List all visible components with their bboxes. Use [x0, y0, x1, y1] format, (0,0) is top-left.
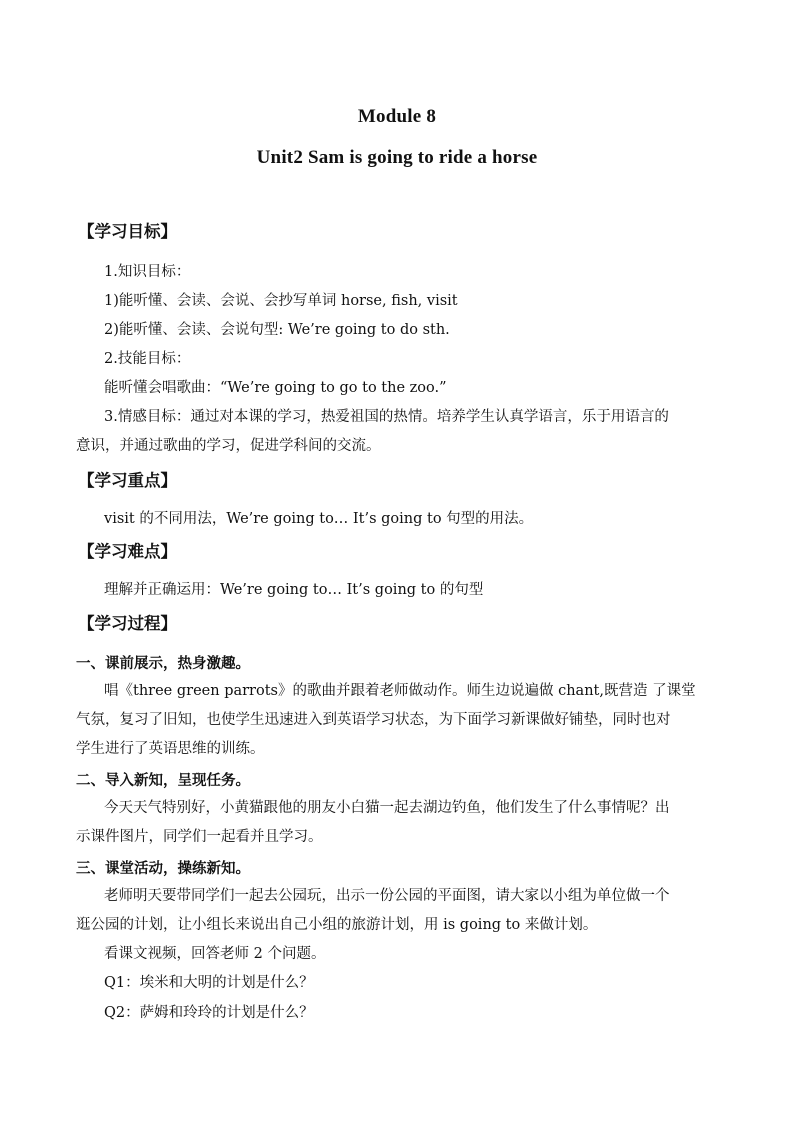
- key-points-text: visit 的不同用法，We’re going to… It’s going to 句型的用法。: [104, 511, 534, 527]
- objectives-line: 2)能听懂、会读、会说句型: We’re going to do sth.: [104, 322, 450, 338]
- objectives-line: 3.情感目标：通过对本课的学习，热爱祖国的热情。培养学生认真学语言，乐于用语言的: [104, 409, 669, 425]
- section-line: 老师明天要带同学们一起去公园玩，出示一份公园的平面图，请大家以小组为单位做一个: [104, 888, 670, 904]
- key-points-heading: 【学习重点】: [78, 471, 177, 490]
- section-title: 三、课堂活动，操练新知。: [76, 861, 250, 877]
- section-line: Q2：萨姆和玲玲的计划是什么？: [104, 1005, 314, 1021]
- section-title: 一、课前展示，热身激趣。: [76, 656, 250, 672]
- section-line: 示课件图片，同学们一起看并且学习。: [76, 829, 323, 845]
- section-line: 唱《three green parrots》的歌曲并跟着老师做动作。师生边说遍做 chant,既营造 了课堂: [104, 683, 696, 699]
- process-heading: 【学习过程】: [78, 614, 177, 633]
- objectives-heading: 【学习目标】: [78, 222, 177, 241]
- section-line: 学生进行了英语思维的训练。: [76, 741, 265, 757]
- objectives-line: 1)能听懂、会读、会说、会抄写单词 horse, fish, visit: [104, 293, 458, 309]
- module-title: Module 8: [357, 106, 437, 127]
- difficulties-text: 理解并正确运用：We’re going to… It’s going to 的句型: [104, 582, 484, 598]
- objectives-line: 意识，并通过歌曲的学习，促进学科间的交流。: [76, 438, 381, 454]
- unit-title: Unit2 Sam is going to ride a horse: [256, 147, 538, 168]
- section-line: 逛公园的计划，让小组长来说出自己小组的旅游计划，用 is going to 来做计划。: [76, 917, 598, 933]
- section-line: 看课文视频，回答老师 2 个问题。: [104, 946, 326, 962]
- objectives-line: 2.技能目标：: [104, 351, 191, 367]
- section-line: 今天天气特别好，小黄猫跟他的朋友小白猫一起去湖边钓鱼，他们发生了什么事情呢？出: [104, 800, 670, 816]
- section-title: 二、导入新知，呈现任务。: [76, 773, 250, 789]
- objectives-line: 1.知识目标：: [104, 264, 191, 280]
- section-line: Q1：埃米和大明的计划是什么？: [104, 975, 314, 991]
- objectives-line: 能听懂会唱歌曲：“We’re going to go to the zoo.”: [104, 380, 447, 396]
- section-line: 气氛，复习了旧知，也使学生迅速进入到英语学习状态，为下面学习新课做好铺垫，同时也对: [76, 712, 671, 728]
- difficulties-heading: 【学习难点】: [78, 542, 177, 561]
